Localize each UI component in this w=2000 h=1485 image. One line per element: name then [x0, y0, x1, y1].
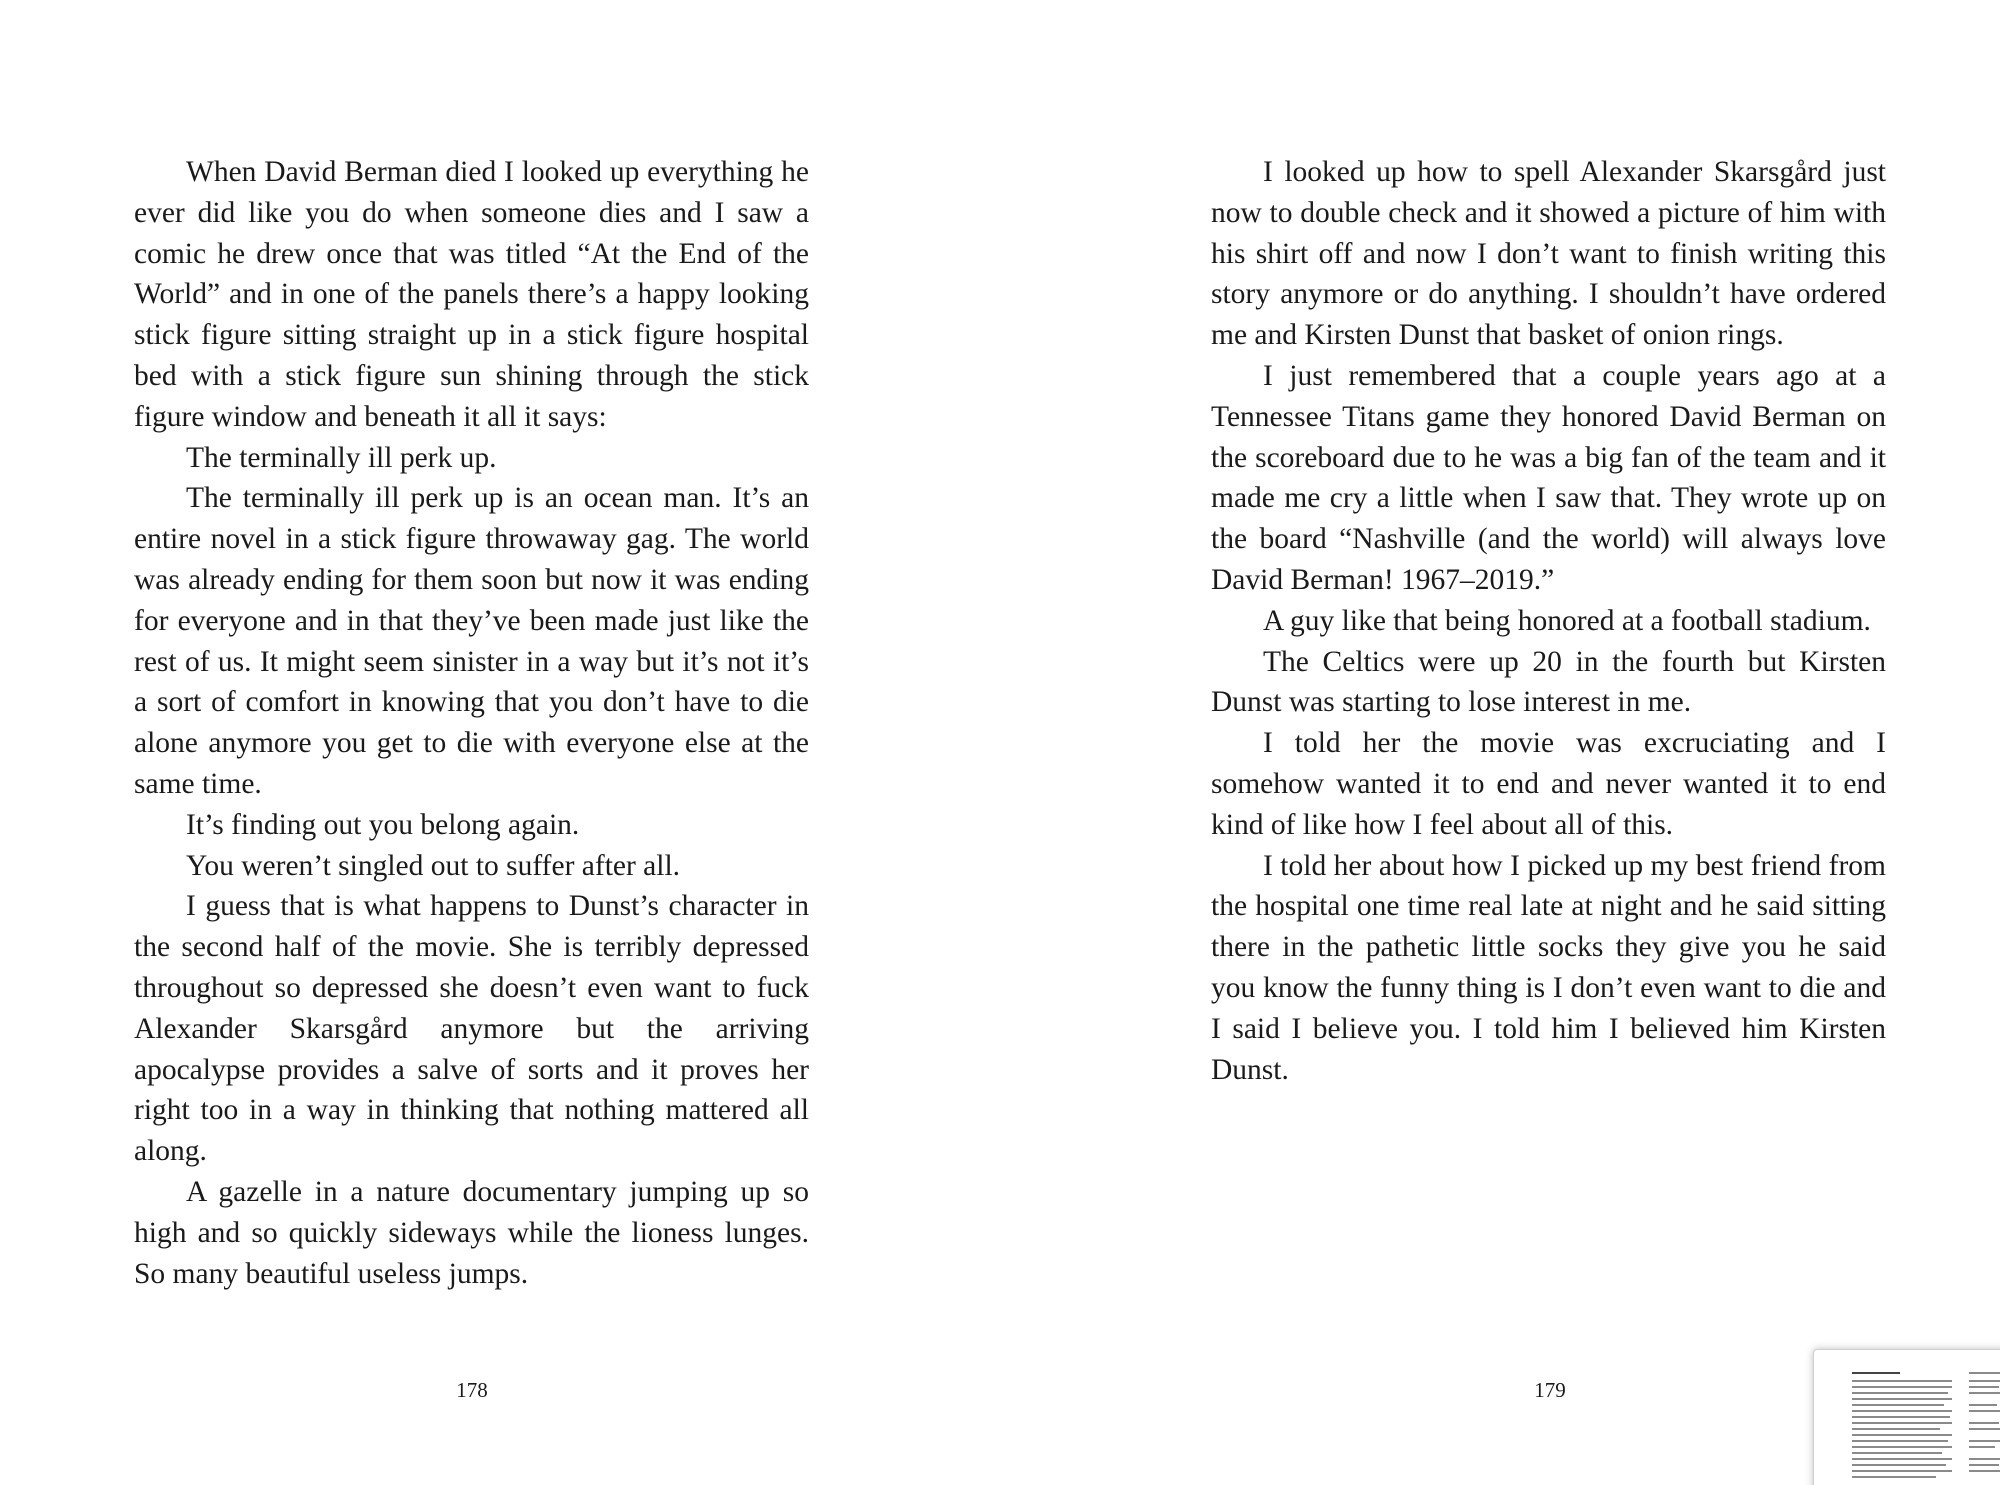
- thumbnail-text-line: [1852, 1422, 1952, 1424]
- thumbnail-text-line: [1969, 1380, 2000, 1382]
- right-paragraph-4: The Celtics were up 20 in the fourth but Kirsten Dunst was starting to lose interest in me.: [1211, 645, 1886, 719]
- right-paragraph-5: I told her the movie was excruciating and I somehow wanted it to end and never wanted it to end kind of like how I feel about all of this.: [1211, 727, 1886, 841]
- left-page-number: 178: [456, 1378, 488, 1402]
- thumbnail-text-line: [1852, 1476, 1936, 1478]
- thumbnail-text-line: [1852, 1464, 1946, 1466]
- thumbnail-text-line: [1969, 1446, 1995, 1448]
- thumbnail-text-line: [1969, 1470, 2000, 1472]
- right-page-number: 179: [1534, 1378, 1566, 1402]
- thumbnail-text-line: [1852, 1380, 1952, 1382]
- thumbnail-text-line: [1852, 1404, 1944, 1406]
- thumbnail-text-line: [1969, 1422, 1999, 1424]
- right-paragraph-1: I looked up how to spell Alexander Skarsgård just now to double check and it showed a picture of him with his shirt off and now I don’t want to finish writing this story anymore or do anything. I shouldn’t have ordered me and Kirsten Dunst that basket of onion rings.: [1211, 156, 1886, 352]
- thumbnail-text-line: [1852, 1416, 1950, 1418]
- thumbnail-text-line: [1969, 1440, 2000, 1442]
- thumbnail-text-line: [1969, 1404, 1997, 1406]
- left-paragraph-5: You weren’t singled out to suffer after all.: [186, 849, 681, 882]
- thumbnail-text-line: [1852, 1434, 1952, 1436]
- thumbnail-text-line: [1852, 1428, 1940, 1430]
- thumbnail-text-line: [1852, 1392, 1948, 1394]
- left-paragraph-2: The terminally ill perk up.: [186, 441, 497, 474]
- right-page: [1211, 152, 1886, 1090]
- left-paragraph-4: It’s finding out you belong again.: [186, 808, 580, 841]
- left-paragraph-1: When David Berman died I looked up everything he ever did like you do when someone dies and I saw a comic he drew once that was titled “At the End of the World” and in one of the panels there’s a happy looking stick figure sitting straight up in a stick figure hospital bed with a stick figure sun shining through the stick figure window and beneath it all it says:: [134, 156, 809, 433]
- thumbnail-text-line: [1852, 1458, 1952, 1460]
- thumbnail-text-line: [1969, 1410, 2000, 1412]
- right-paragraph-2: I just remembered that a couple years ago at a Tennessee Titans game they honored David Berman on the scoreboard due to he was a big fan of the team and it made me cry a little when I saw that. They wrote up on the board “Nashville (and the world) will always love David Berman! 1967–2019.”: [1211, 359, 1886, 596]
- thumbnail-text-line: [1969, 1386, 1999, 1388]
- thumbnail-text-line: [1852, 1470, 1952, 1472]
- left-paragraph-6: I guess that is what happens to Dunst’s character in the second half of the movie. She is terribly depressed throughout so depressed she doesn’t even want to fuck Alexander Skarsgård anymore but the arriving apocalypse provides a salve of sorts and it proves her right too in a way in thinking that nothing mattered all along.: [134, 890, 809, 1168]
- thumbnail-text-line: [1852, 1398, 1952, 1400]
- thumbnail-text-line: [1969, 1458, 2000, 1460]
- thumbnail-text-line: [1969, 1392, 2000, 1394]
- right-paragraph-3: A guy like that being honored at a football stadium.: [1263, 604, 1871, 637]
- thumbnail-text-line: [1852, 1452, 1942, 1454]
- thumbnail-text-line: [1969, 1428, 2000, 1430]
- thumbnail-text-line: [1969, 1372, 2000, 1374]
- thumbnail-text-line: [1852, 1372, 1900, 1374]
- thumbnail-text-line: [1852, 1410, 1952, 1412]
- right-paragraph-6: I told her about how I picked up my best friend from the hospital one time real late at night and he said sitting there in the pathetic little socks they give you he said you know the funny thing is I don’t even want to die and I said I believe you. I told him I believed him Kirsten Dunst.: [1211, 849, 1886, 1086]
- left-page: [134, 152, 809, 1294]
- thumbnail-text-line: [1852, 1446, 1952, 1448]
- left-paragraph-7: A gazelle in a nature documentary jumping up so high and so quickly sideways while the lioness lunges. So many beautiful useless jumps.: [134, 1175, 809, 1290]
- thumbnail-text-line: [1852, 1386, 1952, 1388]
- thumbnail-text-line: [1852, 1440, 1948, 1442]
- next-spread-thumbnail[interactable]: [1813, 1349, 2000, 1485]
- left-paragraph-3: The terminally ill perk up is an ocean man. It’s an entire novel in a stick figure throwaway gag. The world was already ending for them soon but now it was ending for everyone and in that they’ve been made just like the rest of us. It might seem sinister in a way but it’s not it’s a sort of comfort in knowing that you don’t have to die alone anymore you get to die with everyone else at the same time.: [134, 482, 809, 800]
- thumbnail-text-line: [1969, 1464, 1999, 1466]
